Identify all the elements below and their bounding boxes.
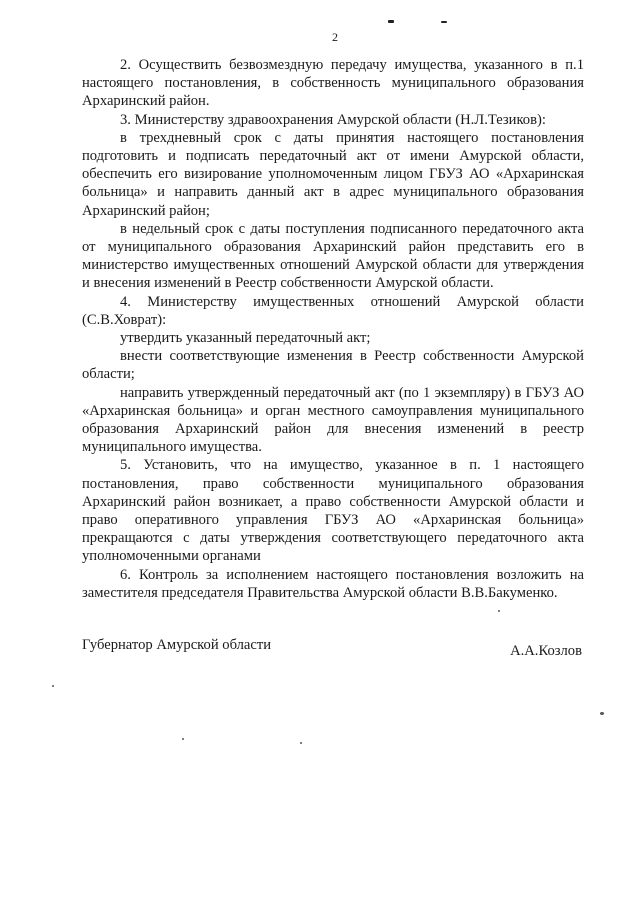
signatory-title: Губернатор Амурской области: [82, 637, 272, 653]
paragraph-4-subitem-approve-act: утвердить указанный передаточный акт;: [120, 330, 371, 347]
paragraph-item-4-property-ministry: 4. Министерству имущественных отношений Амурской области (С.В.Ховрат):: [82, 293, 584, 328]
scan-artifact-mark: [441, 21, 447, 23]
paragraph-item-5-ownership: 5. Установить, что на имущество, указанное в п. 1 настоящего постановления, право собственности муниципального образования Архаринский район возникает, а право собственности Амурской области и право оперативного управления ГБУЗ АО «Архаринская больница» прекращаются с даты утверждения соответствующего передаточного акта уполномоченными органами: [82, 457, 584, 565]
signatory-name: А.А.Козлов: [510, 643, 582, 659]
scan-artifact-dot: [300, 742, 302, 744]
paragraph-item-3-health-ministry: 3. Министерству здравоохранения Амурской области (Н.Л.Тезиков):: [120, 111, 546, 128]
page-number: 2: [332, 30, 338, 44]
paragraph-item-2-transfer: 2. Осуществить безвозмездную передачу имущества, указанного в п.1 настоящего постановления, в собственность муниципального образования Архаринский район.: [82, 57, 584, 110]
scan-artifact-mark: [388, 20, 394, 23]
paragraph-3-subitem-submit-act: в недельный срок с даты поступления подписанного передаточного акта от муниципального образования Архаринский район представить его в министерство имущественных отношений Амурской области для утверждения и внесения изменений в Реестр собственности Амурской области.: [82, 220, 584, 292]
paragraph-4-subitem-amend-register: внести соответствующие изменения в Реестр собственности Амурской области;: [82, 348, 584, 383]
scan-artifact-dot: [498, 610, 500, 612]
signature-block: [82, 637, 582, 677]
paragraph-4-subitem-send-act: направить утвержденный передаточный акт (по 1 экземпляру) в ГБУЗ АО «Архаринская больница» и орган местного самоуправления муниципального образования Архаринский район для внесения изменений в реестр муниципального имущества.: [82, 384, 584, 456]
paragraph-item-6-control: 6. Контроль за исполнением настоящего постановления возложить на заместителя председателя Правительства Амурской области В.В.Бакуменко.: [82, 566, 584, 601]
paragraph-3-subitem-prepare-act: в трехдневный срок с даты принятия настоящего постановления подготовить и подписать передаточный акт от имени Амурской области, обеспечить его визирование уполномоченным лицом ГБУЗ АО «Архаринская больница» и направить данный акт в адрес муниципального образования Архаринский район;: [82, 129, 584, 219]
scan-artifact-dot: [182, 738, 184, 740]
scan-artifact-dot: [52, 685, 54, 687]
scan-artifact-dot: [600, 712, 604, 715]
document-body: [82, 56, 584, 602]
